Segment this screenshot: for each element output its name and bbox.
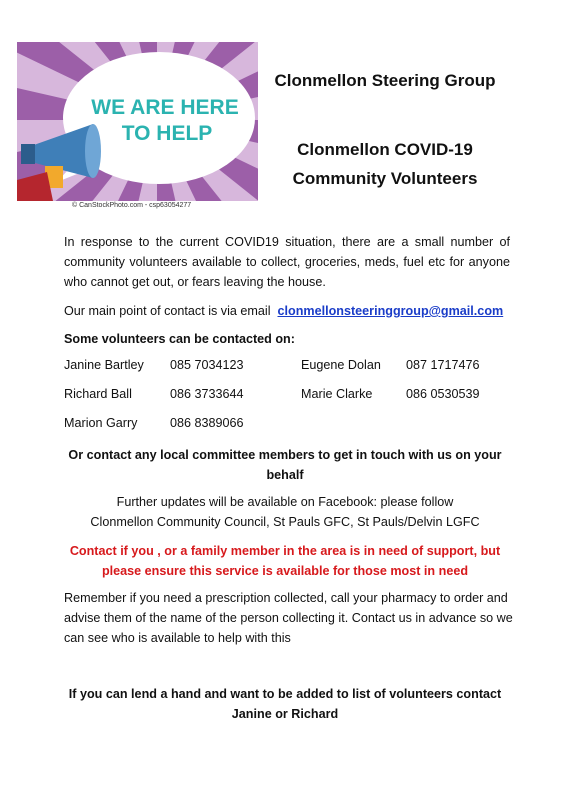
volunteer-phone: 087 1717476 xyxy=(406,358,480,372)
support-note: Contact if you , or a family member in the area is in need of support, but please ensure this service is available for those most in need xyxy=(69,544,501,578)
email-link[interactable]: clonmellonsteeringgroup@gmail.com xyxy=(277,304,504,318)
volunteer-phone: 086 0530539 xyxy=(406,387,480,401)
prescription-note: Remember if you need a prescription collected, call your pharmacy to order and advise them of the name of the person collecting it. Contact us in advance so we can see who is available to help with this xyxy=(64,591,513,645)
contact-row xyxy=(64,387,514,416)
intro-paragraph: In response to the current COVID19 situation, there are a small number of community volunteers available to collect, groceries, meds, fuel etc for anyone who cannot get out, or fears leaving the house. xyxy=(64,235,510,289)
contact-row xyxy=(64,358,514,387)
volunteer-phone: 085 7034123 xyxy=(170,358,244,372)
facebook-note xyxy=(60,492,510,532)
volunteer-name: Richard Ball xyxy=(64,387,132,401)
volunteer-phone: 086 3733644 xyxy=(170,387,244,401)
banner-line1: WE ARE HERE xyxy=(91,96,239,119)
closing-note xyxy=(60,684,510,724)
email-line xyxy=(64,301,510,321)
closing-line1: If you can lend a hand and want to be added to list of volunteers contact xyxy=(68,687,502,701)
volunteer-name: Eugene Dolan xyxy=(301,358,381,372)
volunteer-phone: 086 8389066 xyxy=(170,416,244,430)
we-are-here-banner xyxy=(17,42,258,201)
image-credit: © CanStockPhoto.com - csp63054277 xyxy=(72,202,192,209)
closing-line2: Janine or Richard xyxy=(231,707,339,721)
banner-line2: TO HELP xyxy=(121,122,213,145)
banner-illustration xyxy=(17,42,258,201)
volunteer-name: Janine Bartley xyxy=(64,358,144,372)
sub-title: Clonmellon COVID-19 Community Volunteers xyxy=(292,140,478,188)
committee-note: Or contact any local committee members to get in touch with us on your behalf xyxy=(68,448,502,482)
volunteers-heading: Some volunteers can be contacted on: xyxy=(64,332,295,346)
email-prefix: Our main point of contact is via email xyxy=(64,304,271,318)
volunteer-contacts xyxy=(64,358,514,445)
contact-row xyxy=(64,416,514,445)
facebook-line1: Further updates will be available on Facebook: please follow xyxy=(116,495,454,509)
volunteer-name: Marion Garry xyxy=(64,416,138,430)
facebook-line2: Clonmellon Community Council, St Pauls GFC, St Pauls/Delvin LGFC xyxy=(90,515,480,529)
org-title: Clonmellon Steering Group xyxy=(274,71,496,90)
volunteer-name: Marie Clarke xyxy=(301,387,373,401)
